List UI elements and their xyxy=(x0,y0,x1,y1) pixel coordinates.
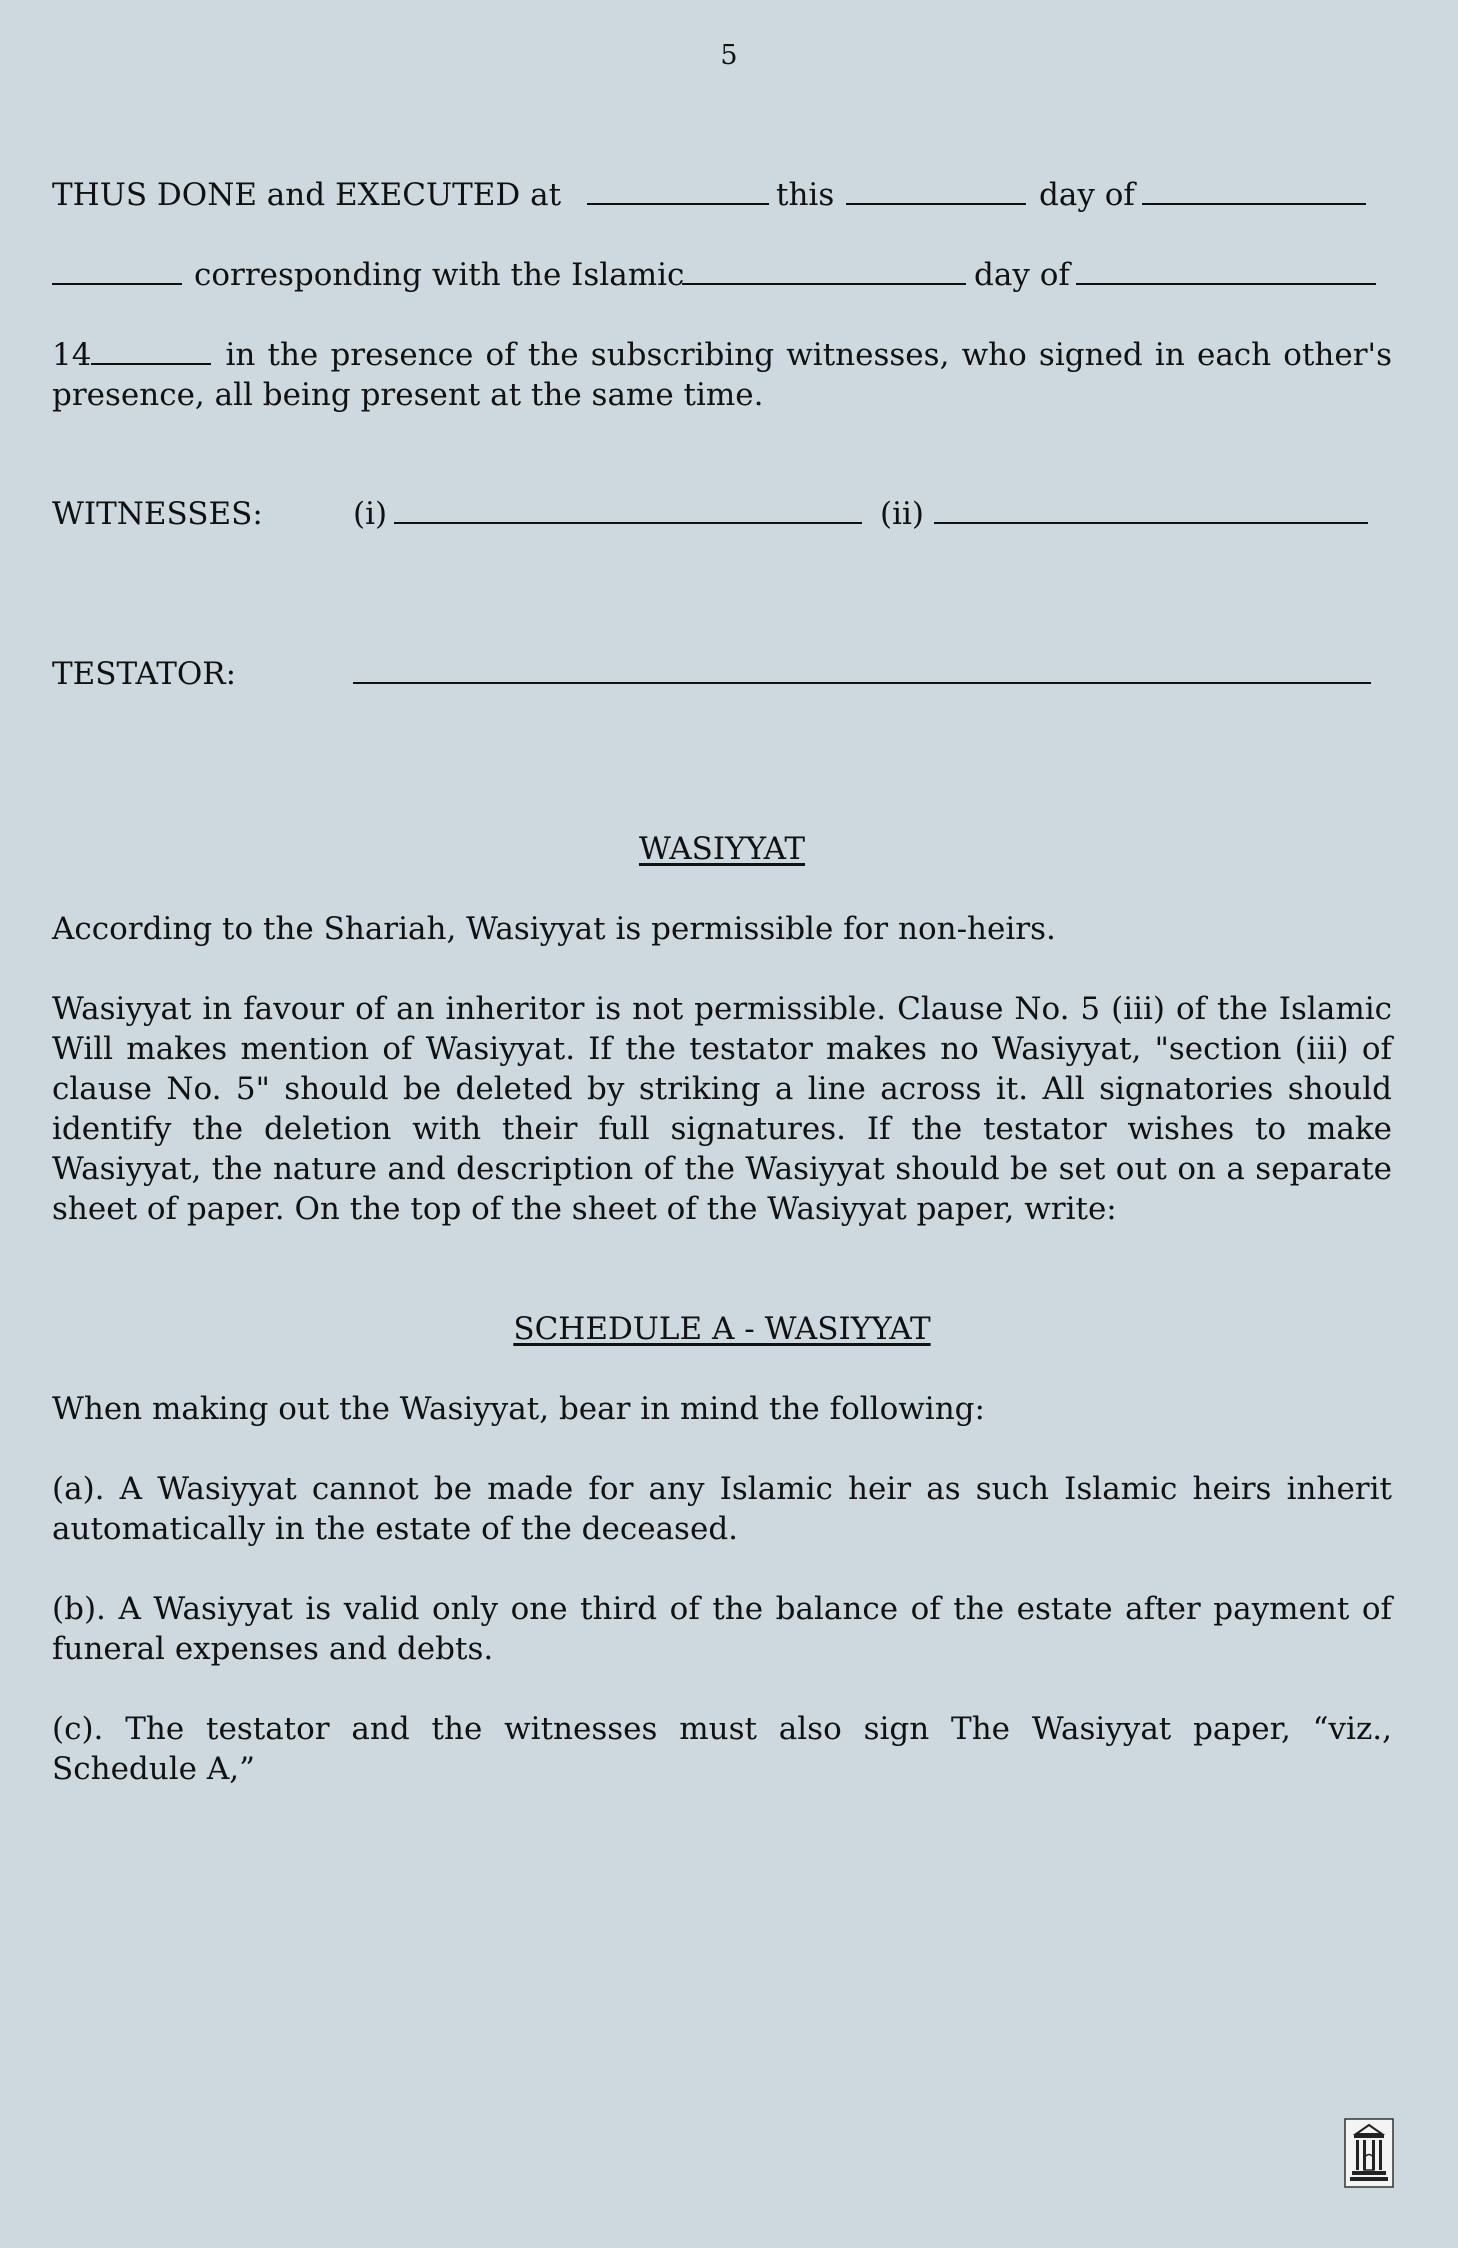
islamic-day-of-label: day of xyxy=(974,257,1070,293)
witnesses-row xyxy=(52,494,1392,534)
witness-1-label: (i) xyxy=(353,496,388,532)
wasiyyat-paragraph-1: According to the Shariah, Wasiyyat is permissible for non-heirs. xyxy=(52,911,1056,947)
schedule-intro: When making out the Wasiyyat, bear in mind the following: xyxy=(52,1391,985,1427)
hijri-year-prefix: 14 xyxy=(52,337,92,373)
islamic-label: corresponding with the Islamic xyxy=(194,257,685,293)
islamic-month-blank xyxy=(1076,255,1376,285)
place-blank xyxy=(587,175,769,205)
islamic-day-blank xyxy=(682,255,966,285)
execution-line-2 xyxy=(52,255,1392,295)
presence-text: in the presence of the subscribing witnesses, who signed in each other's presence, all being present at the same time. xyxy=(52,337,1392,413)
testator-signature-line xyxy=(353,654,1371,684)
schedule-item-a: (a). A Wasiyyat cannot be made for any Islamic heir as such Islamic heirs inherit automatically in the estate of the deceased. xyxy=(52,1471,1392,1547)
wasiyyat-paragraph-2: Wasiyyat in favour of an inheritor is not permissible. Clause No. 5 (iii) of the Islamic Will makes mention of Wasiyyat. If the testator makes no Wasiyyat, "section (iii) of clause No. 5" should be deleted by striking a line across it. All signatories should identify the deletion with their full signatures. If the testator wishes to make Wasiyyat, the nature and description of the Wasiyyat should be set out on a separate sheet of paper. On the top of the sheet of the Wasiyyat paper, write: xyxy=(52,991,1392,1227)
witness-2-label: (ii) xyxy=(880,496,925,532)
day-blank xyxy=(846,175,1026,205)
schedule-heading: SCHEDULE A - WASIYYAT xyxy=(513,1311,931,1347)
schedule-item-c: (c). The testator and the witnesses must also sign The Wasiyyat paper, “viz., Schedule A,” xyxy=(52,1711,1392,1787)
witnesses-label: WITNESSES: xyxy=(52,496,263,532)
this-label: this xyxy=(776,177,835,213)
day-of-label: day of xyxy=(1039,177,1135,213)
hijri-year-blank xyxy=(91,335,211,365)
month-blank xyxy=(1142,175,1366,205)
testator-label: TESTATOR: xyxy=(52,656,237,692)
presence-paragraph xyxy=(52,335,1392,415)
building-emblem-icon xyxy=(1344,2118,1394,2188)
wasiyyat-heading: WASIYYAT xyxy=(638,831,806,867)
witness-2-signature-line xyxy=(934,494,1368,524)
testator-row xyxy=(52,654,1392,694)
executed-at-label: THUS DONE and EXECUTED at xyxy=(52,177,562,213)
year-blank xyxy=(52,255,182,285)
execution-line-1 xyxy=(52,175,1392,215)
page-number: 5 xyxy=(720,40,738,71)
witness-1-signature-line xyxy=(394,494,862,524)
schedule-item-b: (b). A Wasiyyat is valid only one third of the balance of the estate after payment of funeral expenses and debts. xyxy=(52,1591,1392,1667)
document-body xyxy=(52,175,1392,1789)
